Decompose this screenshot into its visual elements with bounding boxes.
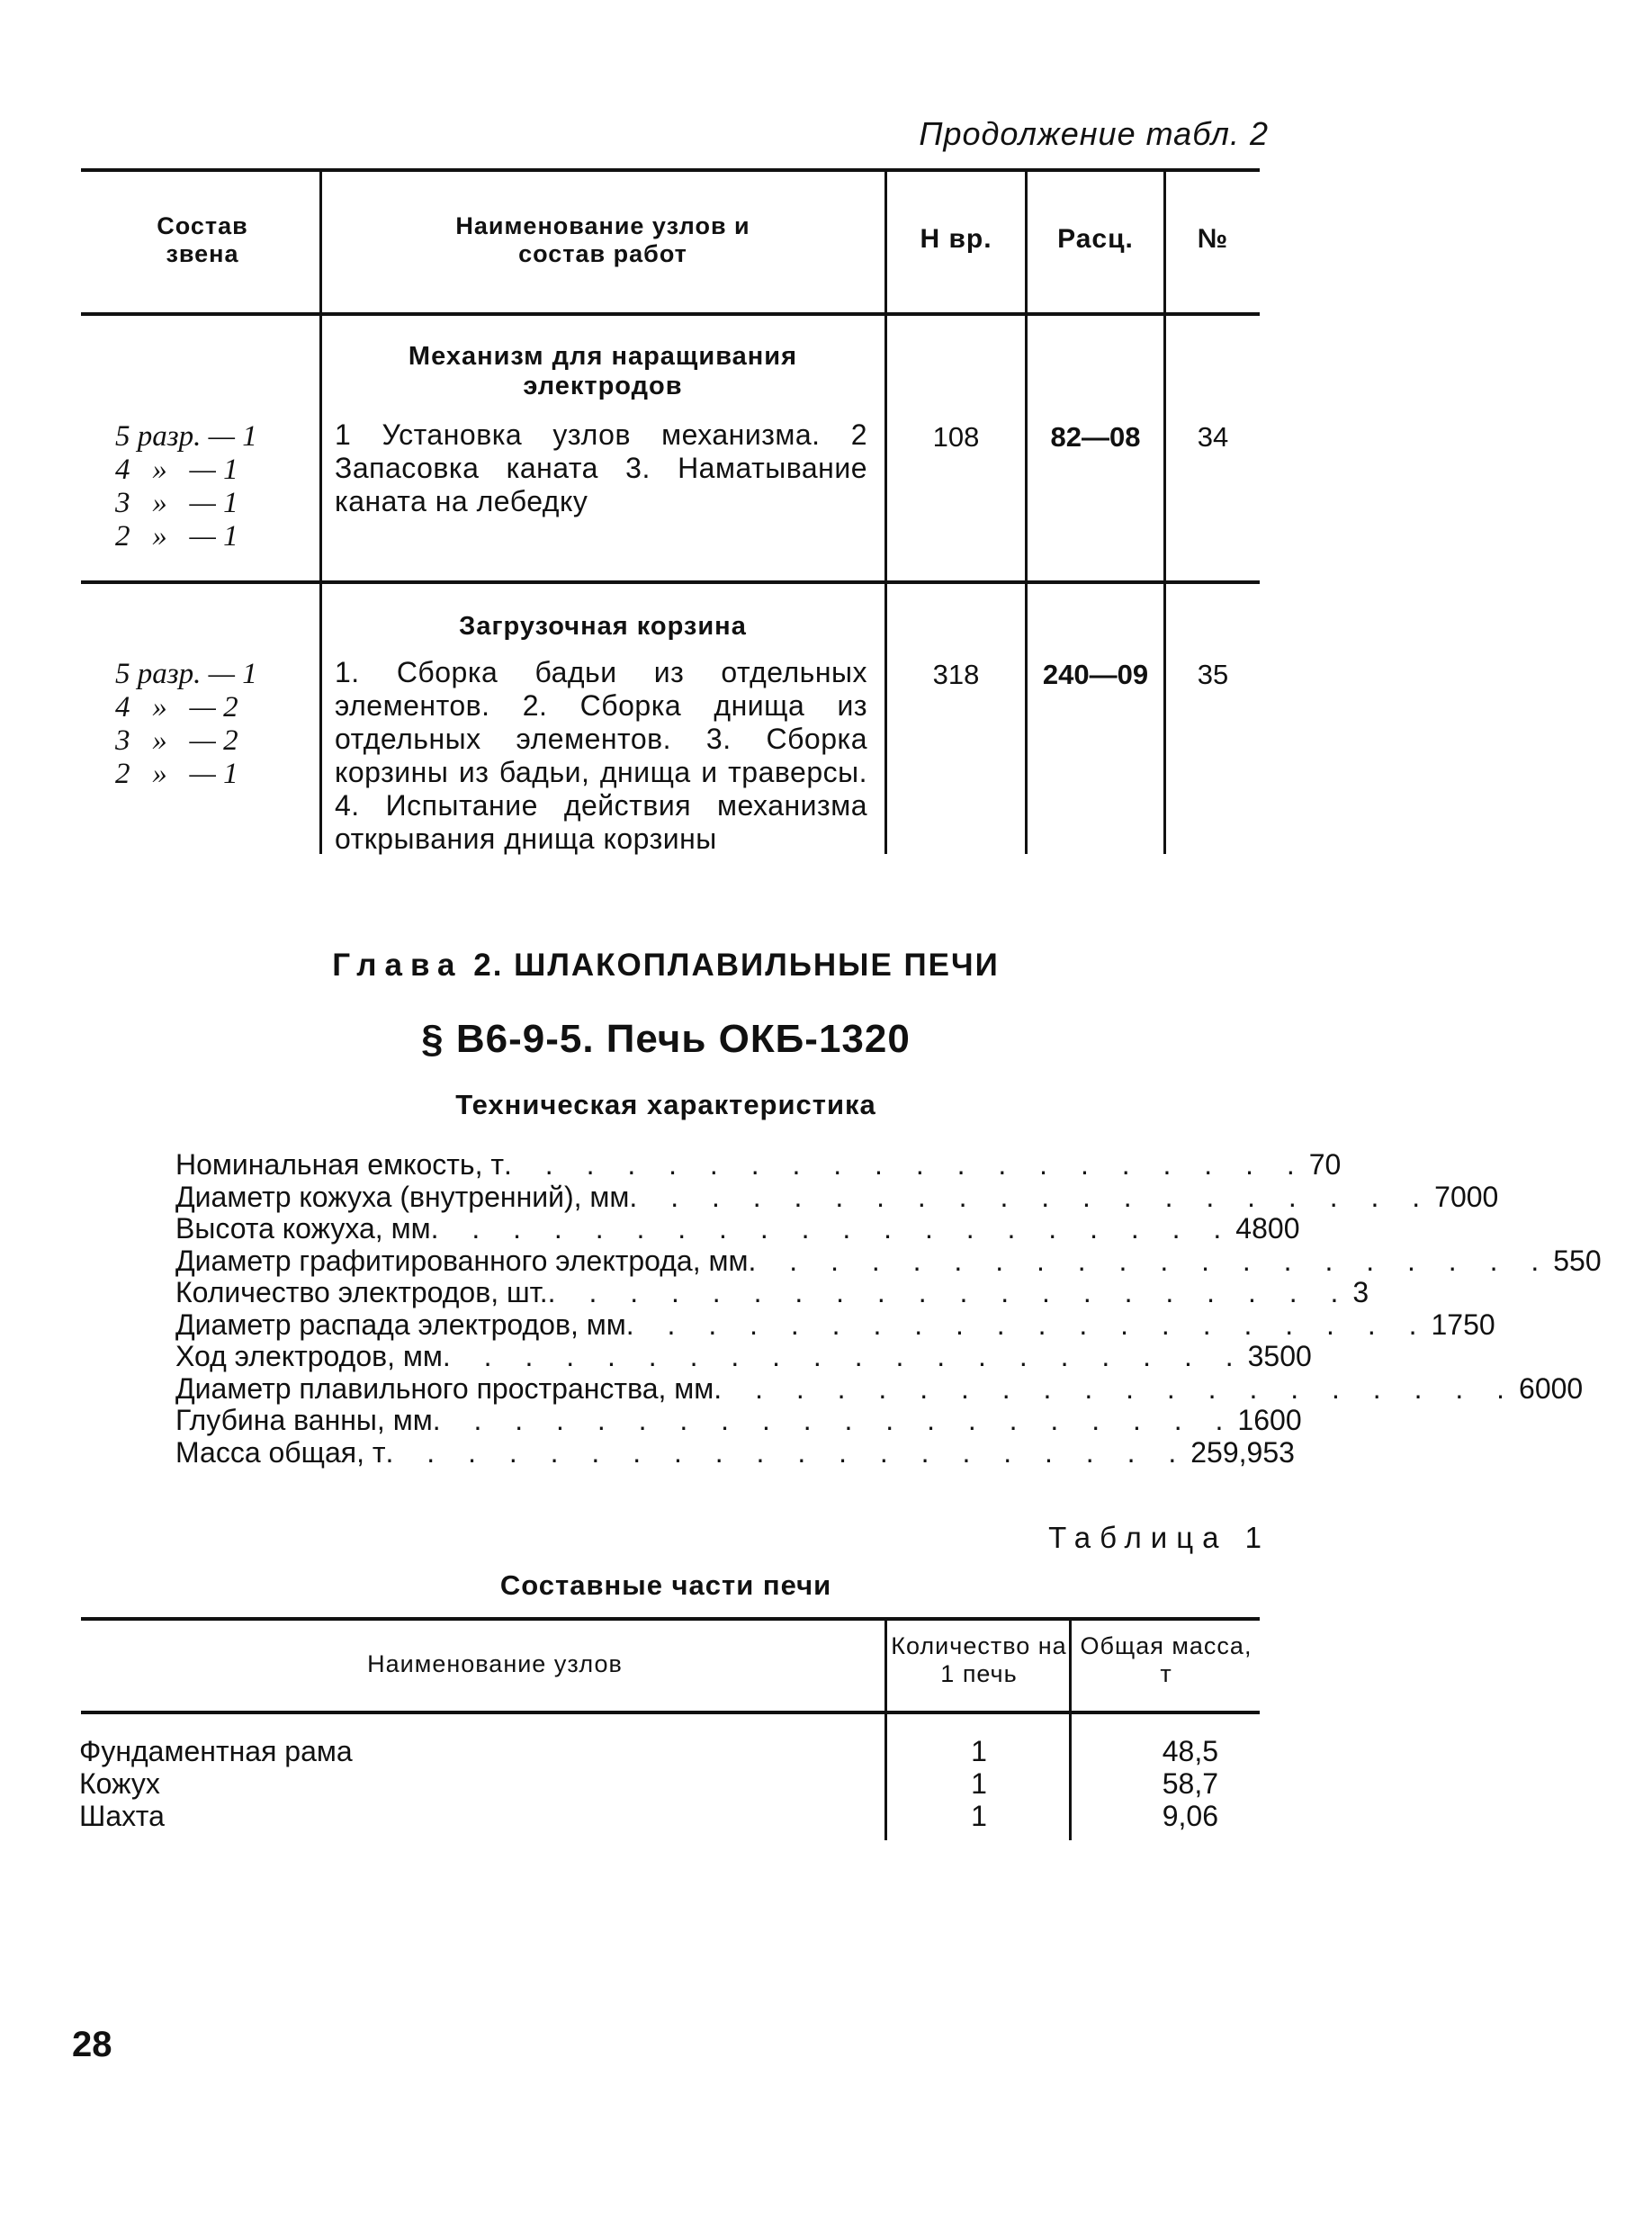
spec-value: 550 bbox=[1553, 1244, 1602, 1277]
row-title: Механизм для наращивания электродов bbox=[408, 342, 798, 400]
leader-dots: . . . . . . . . . . . . . . . . . . . . bbox=[432, 1404, 1236, 1436]
leader-dots: . . . . . . . . . . . . . . . . . . . . bbox=[625, 1308, 1430, 1341]
table-row-divider bbox=[81, 580, 1260, 584]
spec-value: 1750 bbox=[1431, 1308, 1495, 1341]
leader-dots: . . . . . . . . . . . . . . . . . . . . bbox=[629, 1180, 1433, 1213]
leader-dots: . . . . . . . . . . . . . . . . . . . . bbox=[430, 1212, 1235, 1245]
table-top-rule bbox=[81, 168, 1260, 172]
leader-dots: . . . . . . . . . . . . . . . . . . . . bbox=[442, 1340, 1246, 1372]
spec-value: 70 bbox=[1308, 1148, 1342, 1181]
spec-label: Масса общая, т bbox=[175, 1435, 386, 1469]
spec-value: 6000 bbox=[1519, 1371, 1584, 1405]
component-mass: 58,7 bbox=[1162, 1767, 1218, 1800]
spec-row bbox=[175, 1404, 1302, 1437]
leader-dots: . . . . . . . . . . . . . . . . . . . . bbox=[504, 1148, 1307, 1181]
component-name: Кожух bbox=[79, 1767, 160, 1800]
spec-label: Высота кожуха, мм bbox=[175, 1212, 431, 1245]
spec-value: 7000 bbox=[1434, 1180, 1499, 1213]
spec-label: Глубина ванны, мм bbox=[175, 1404, 433, 1436]
rate-value: 82—08 bbox=[1050, 421, 1141, 453]
spec-value: 259,953 bbox=[1190, 1435, 1295, 1469]
spec-label: Номинальная емкость, т bbox=[175, 1148, 504, 1181]
table-col-divider bbox=[884, 1619, 887, 1840]
spec-row bbox=[175, 1212, 1300, 1245]
component-name: Шахта bbox=[79, 1800, 165, 1832]
table-col-divider bbox=[884, 170, 887, 854]
component-mass: 9,06 bbox=[1162, 1800, 1218, 1832]
spec-row bbox=[175, 1340, 1312, 1373]
header-number: № bbox=[1197, 224, 1229, 254]
crew-composition: 5 разр. — 1 4 » — 1 3 » — 1 2 » — 1 bbox=[115, 420, 257, 553]
component-mass: 48,5 bbox=[1162, 1735, 1218, 1767]
rate-value: 240—09 bbox=[1042, 659, 1149, 690]
header-norm: Н вр. bbox=[920, 224, 992, 254]
spec-row bbox=[175, 1308, 1495, 1342]
table-header-rule bbox=[81, 312, 1260, 316]
chapter-prefix: Глава bbox=[332, 948, 463, 983]
component-qty: 1 bbox=[971, 1800, 987, 1832]
spec-row bbox=[175, 1148, 1342, 1182]
header-rate: Расц. bbox=[1057, 224, 1134, 254]
page-number: 28 bbox=[72, 2025, 112, 2064]
header-mass: Общая масса, т bbox=[1080, 1632, 1252, 1687]
spec-label: Диаметр распада электродов, мм bbox=[175, 1308, 626, 1341]
item-number: 34 bbox=[1197, 421, 1229, 453]
spec-value: 4800 bbox=[1235, 1212, 1300, 1245]
specs-heading: Техническая характеристика bbox=[455, 1089, 876, 1120]
spec-value: 1600 bbox=[1237, 1404, 1302, 1436]
norm-time: 108 bbox=[932, 421, 980, 453]
leader-dots: . . . . . . . . . . . . . . . . . . . . bbox=[385, 1435, 1190, 1469]
spec-row bbox=[175, 1435, 1295, 1470]
table-label: Таблица 1 bbox=[1048, 1521, 1270, 1554]
continuation-label: Продолжение табл. 2 bbox=[919, 115, 1269, 152]
spec-label: Диаметр плавильного пространства, мм bbox=[175, 1371, 714, 1405]
table-col-divider bbox=[1163, 170, 1166, 854]
spec-row bbox=[175, 1244, 1602, 1278]
leader-dots: . . . . . . . . . . . . . . . . . . . . bbox=[714, 1371, 1518, 1405]
specs-list bbox=[175, 1148, 1602, 1469]
spec-label: Количество электродов, шт. bbox=[175, 1276, 548, 1308]
table-title: Составные части печи bbox=[499, 1569, 832, 1601]
table-header-rule bbox=[81, 1711, 1260, 1714]
header-name: Наименование узлов bbox=[367, 1650, 623, 1677]
spec-label: Диаметр кожуха (внутренний), мм bbox=[175, 1180, 630, 1213]
spec-row bbox=[175, 1276, 1369, 1309]
leader-dots: . . . . . . . . . . . . . . . . . . . . bbox=[748, 1244, 1552, 1277]
spec-label: Диаметр графитированного электрода, мм bbox=[175, 1244, 749, 1277]
spec-row bbox=[175, 1180, 1499, 1214]
work-description: 1. Сборка бадьи из отдельных элементов. 2. Сборка днища из отдельных элементов. 3. Сборка корзины из бадьи, днища и траверсы. 4. Испытание действия механизма открывания днища корзины bbox=[335, 656, 867, 855]
spec-value: 3500 bbox=[1247, 1340, 1312, 1372]
work-description: 1 Установка узлов механизма. 2 Запасовка каната 3. Наматывание каната на лебедку bbox=[335, 418, 867, 517]
header-name: Наименование узлов и состав работ bbox=[455, 212, 750, 267]
chapter-title: 2. ШЛАКОПЛАВИЛЬНЫЕ ПЕЧИ bbox=[473, 948, 1000, 983]
row-title: Загрузочная корзина bbox=[459, 612, 747, 641]
component-name: Фундаментная рама bbox=[79, 1735, 353, 1767]
crew-composition: 5 разр. — 1 4 » — 2 3 » — 2 2 » — 1 bbox=[115, 658, 257, 790]
header-crew: Состав звена bbox=[157, 212, 248, 267]
component-qty: 1 bbox=[971, 1735, 987, 1767]
chapter-heading bbox=[0, 948, 1332, 984]
table-col-divider bbox=[319, 170, 322, 854]
leader-dots: . . . . . . . . . . . . . . . . . . . . bbox=[547, 1276, 1351, 1308]
component-qty: 1 bbox=[971, 1767, 987, 1800]
table-col-divider bbox=[1025, 170, 1028, 854]
table-top-rule bbox=[81, 1617, 1260, 1621]
spec-label: Ход электродов, мм bbox=[175, 1340, 443, 1372]
section-title: § В6-9-5. Печь ОКБ-1320 bbox=[421, 1017, 911, 1061]
table-col-divider bbox=[1069, 1619, 1072, 1840]
spec-value: 3 bbox=[1352, 1276, 1369, 1308]
norm-time: 318 bbox=[932, 659, 980, 690]
spec-row bbox=[175, 1371, 1584, 1406]
header-qty: Количество на 1 печь bbox=[891, 1632, 1067, 1687]
item-number: 35 bbox=[1197, 659, 1229, 690]
